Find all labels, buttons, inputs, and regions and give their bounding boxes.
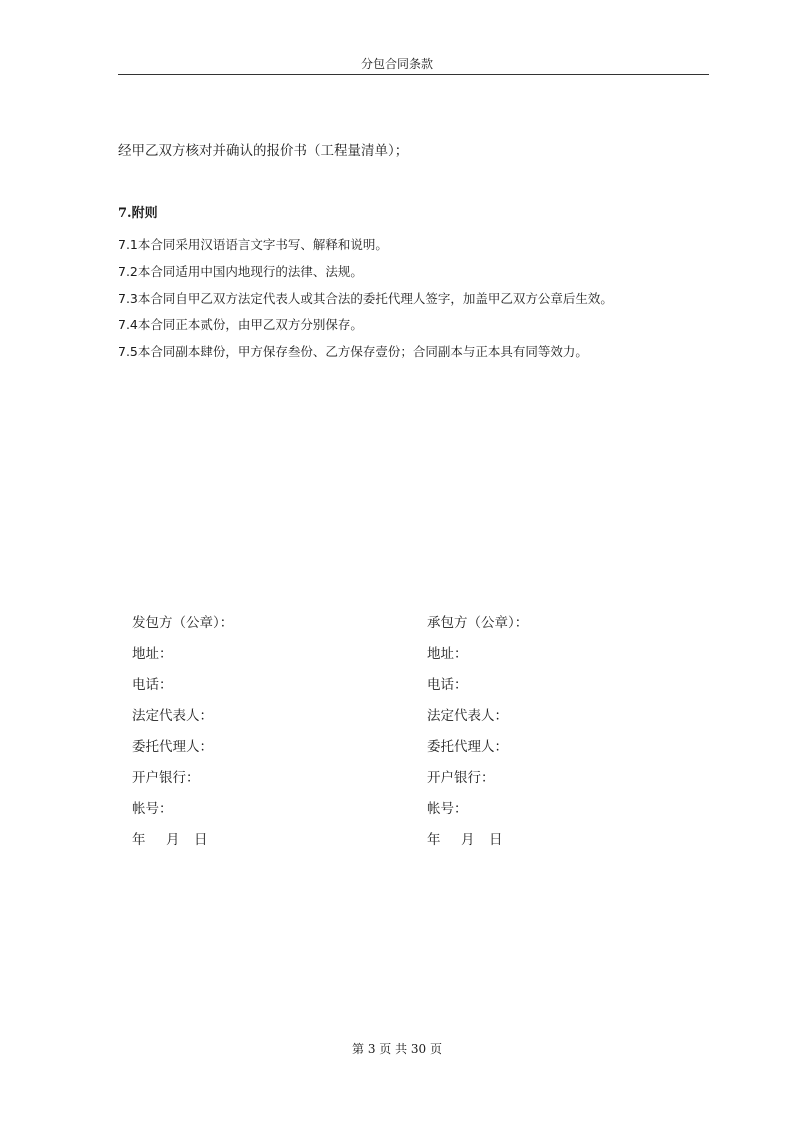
clause-7-2: 7.2本合同适用中国内地现行的法律、法规。 xyxy=(118,264,363,279)
party-label: 发包方（公章）： xyxy=(132,615,234,631)
address-label: 地址： xyxy=(427,646,468,662)
account-label: 帐号： xyxy=(427,801,468,817)
agent-label: 委托代理人： xyxy=(427,739,508,755)
agent-label: 委托代理人： xyxy=(132,739,213,755)
clause-7-1: 7.1本合同采用汉语语言文字书写、解释和说明。 xyxy=(118,237,388,252)
clause-7-5: 7.5本合同副本肆份，甲方保存叁份、乙方保存壹份；合同副本与正本具有同等效力。 xyxy=(118,344,588,359)
party-label: 承包方（公章）： xyxy=(427,615,529,631)
intro-text: 经甲乙双方核对并确认的报价书（工程量清单）； xyxy=(118,143,409,159)
signature-block-employer xyxy=(132,614,233,862)
phone-label: 电话： xyxy=(132,677,173,693)
date-month: 月 xyxy=(461,832,475,848)
legal-rep-label: 法定代表人： xyxy=(427,708,508,724)
clause-7-4: 7.4本合同正本贰份，由甲乙双方分别保存。 xyxy=(118,317,363,332)
page-number-footer: 第 3 页 共 30 页 xyxy=(352,1042,442,1056)
signature-block-contractor xyxy=(427,614,528,862)
bank-label: 开户银行： xyxy=(427,770,495,786)
page-header-title: 分包合同条款 xyxy=(360,57,433,71)
date-line xyxy=(427,831,528,862)
phone-label: 电话： xyxy=(427,677,468,693)
account-label: 帐号： xyxy=(132,801,173,817)
date-year: 年 xyxy=(132,832,146,848)
bank-label: 开户银行： xyxy=(132,770,200,786)
date-day: 日 xyxy=(194,832,208,848)
section-heading: 7.附则 xyxy=(118,206,158,221)
clause-7-3: 7.3本合同自甲乙双方法定代表人或其合法的委托代理人签字，加盖甲乙双方公章后生效。 xyxy=(118,291,613,306)
legal-rep-label: 法定代表人： xyxy=(132,708,213,724)
date-line xyxy=(132,831,233,862)
date-month: 月 xyxy=(166,832,180,848)
date-day: 日 xyxy=(489,832,503,848)
date-year: 年 xyxy=(427,832,441,848)
header-divider xyxy=(118,74,709,75)
address-label: 地址： xyxy=(132,646,173,662)
